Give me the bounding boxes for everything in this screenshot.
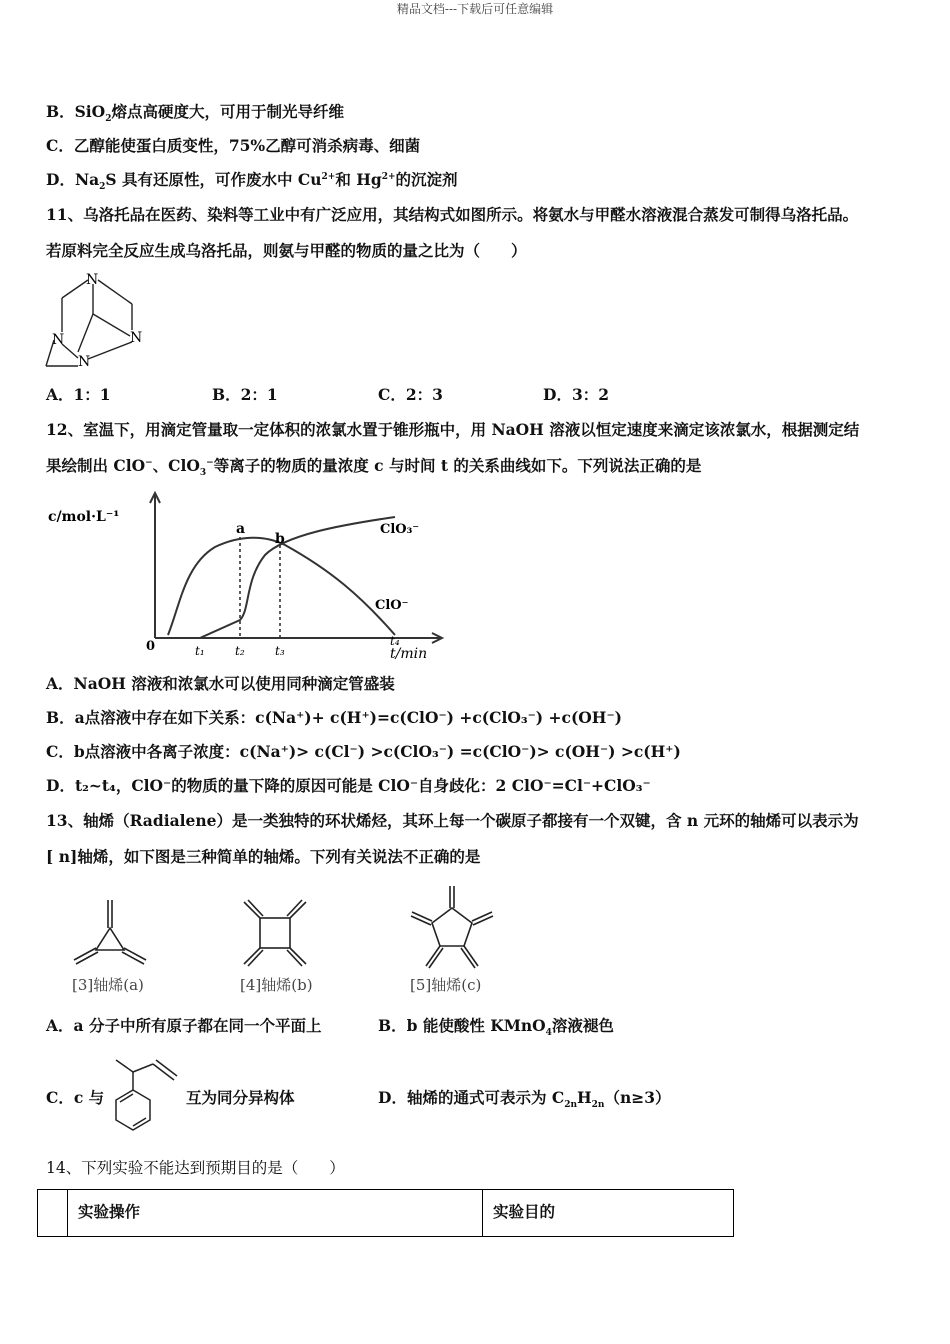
atom-n-right: N (130, 330, 143, 346)
table-index-cell (38, 1190, 68, 1237)
tick-t1: t₁ (195, 644, 205, 658)
q11-stem-line1: 11、乌洛托品在医药、染料等工业中有广泛应用，其结构式如图所示。将氨水与甲醛水溶液混合蒸发可制得乌洛托品。 (46, 205, 859, 224)
experiment-table (37, 1189, 734, 1237)
atom-n-bottom: N (78, 354, 91, 370)
q13-option-c-prefix: C．c 与 (46, 1088, 105, 1107)
q12-option-a: A．NaOH 溶液和浓氯水可以使用同种滴定管盛装 (46, 674, 395, 693)
curve-clo (168, 538, 395, 635)
q11-option-b: B．2：1 (212, 385, 278, 404)
origin-label: 0 (146, 639, 156, 654)
q10-option-b: B．SiO$_2$熔点高硬度大，可用于制光导纤维 (46, 102, 344, 125)
q10-option-c: C．乙醇能使蛋白质变性，75%乙醇可消杀病毒、细菌 (46, 136, 421, 155)
q12-option-b: B．a点溶液中存在如下关系：c(Na⁺)+ c(H⁺)=c(ClO⁻) +c(ClO₃⁻) +c(OH⁻) (46, 708, 622, 727)
q10-option-d: D．$Na_2S$ 具有还原性，可作废水中 $Cu^{2+}$和 $Hg^{2+}$的沉淀剂 (46, 170, 458, 193)
label-4-radialene: [4]轴烯(b) (240, 976, 313, 994)
col-header-purpose: 实验目的 (483, 1190, 734, 1237)
tick-t2: t₂ (235, 644, 245, 658)
q12-stem-line2: 果绘制出 ClO−、ClO$_3$−等离子的物质的量浓度 c 与时间 t 的关系曲线如下。下列说法正确的是 (46, 456, 702, 479)
series-clo3-label: ClO₃⁻ (380, 522, 420, 537)
q12-option-c: C．b点溶液中各离子浓度：c(Na⁺)> c(Cl⁻) >c(ClO₃⁻) =c(ClO⁻)> c(OH⁻) >c(H⁺) (46, 742, 681, 761)
label-5-radialene: [5]轴烯(c) (410, 976, 482, 994)
x-axis-label: t/min (390, 646, 428, 662)
hexamine-structure (40, 270, 160, 380)
q13-option-a: A．a 分子中所有原子都在同一个平面上 (46, 1016, 322, 1035)
point-a-label: a (236, 521, 246, 537)
q11-stem-line2: 若原料完全反应生成乌洛托品，则氨与甲醛的物质的量之比为（ ） (46, 241, 527, 260)
tick-t3: t₃ (275, 644, 285, 658)
label-3-radialene: [3]轴烯(a) (72, 976, 144, 994)
point-b-label: b (275, 531, 285, 547)
tick-t4: t₄ (390, 634, 400, 648)
q12-option-d: D．t₂~t₄，ClO⁻的物质的量下降的原因可能是 ClO⁻自身歧化：2 ClO⁻=Cl⁻+ClO₃⁻ (46, 776, 651, 795)
q11-option-a: A．1：1 (46, 385, 111, 404)
q12-stem-line1: 12、室温下，用滴定管量取一定体积的浓氯水置于锥形瓶中，用 NaOH 溶液以恒定速度来滴定该浓氯水，根据测定结 (46, 420, 860, 439)
series-clo-label: ClO⁻ (375, 598, 409, 613)
q14-stem: 14、下列实验不能达到预期目的是（ ） (46, 1159, 345, 1177)
concentration-time-chart (40, 485, 490, 665)
atom-n-top: N (86, 272, 99, 288)
q13-stem-line1: 13、轴烯（Radialene）是一类独特的环状烯烃，其环上每一个碳原子都接有一个双键，含 n 元环的轴烯可以表示为 (46, 811, 859, 830)
q11-option-c: C．2：3 (378, 385, 443, 404)
page-header: 精品文档---下载后可任意编辑 (396, 2, 554, 16)
q13-option-d: D．轴烯的通式可表示为 $C_{2n}H_{2n}(n\ge 3)$ (378, 1088, 671, 1111)
curve-clo3 (200, 517, 395, 638)
q13-option-c-suffix: 互为同分异构体 (186, 1088, 295, 1107)
q13-option-b: B．b 能使酸性 KMnO$_4$溶液褪色 (378, 1016, 614, 1039)
col-header-operation: 实验操作 (68, 1190, 483, 1237)
q13-stem-line2: [ n]轴烯，如下图是三种简单的轴烯。下列有关说法不正确的是 (46, 847, 481, 866)
q11-option-d: D．3：2 (543, 385, 610, 404)
table-row (38, 1190, 734, 1237)
atom-n-left: N (52, 332, 65, 348)
styrene-isomer-structure (98, 1050, 188, 1132)
y-axis-label: c/mol·L⁻¹ (48, 509, 120, 525)
radialene-structures (60, 878, 540, 1003)
